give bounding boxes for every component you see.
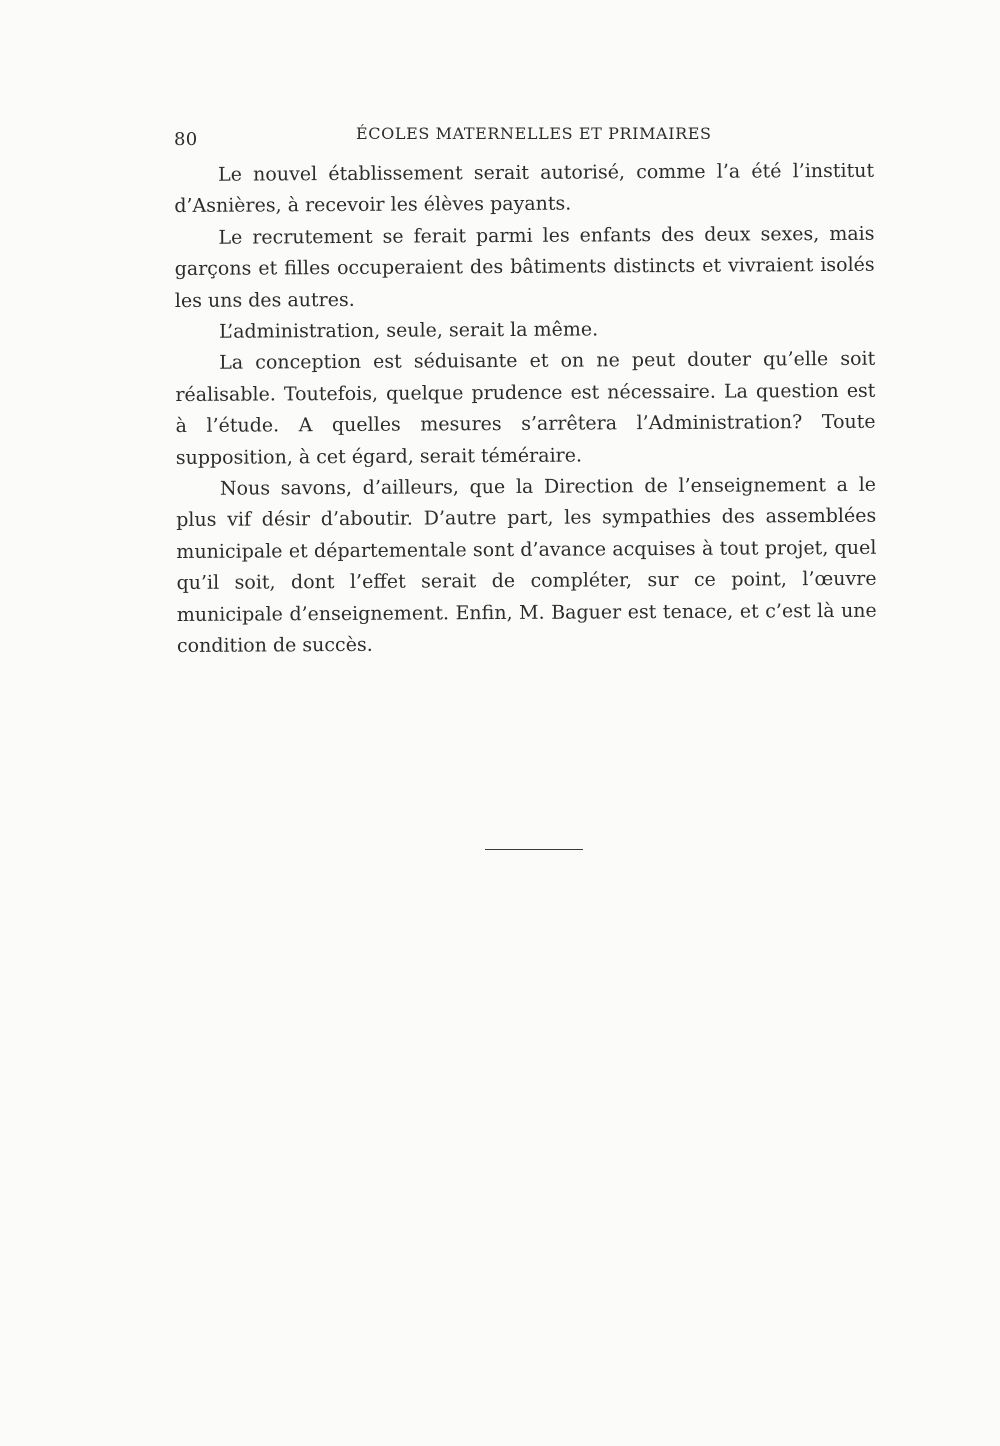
section-end-rule bbox=[485, 849, 583, 850]
running-header-title: ÉCOLES MATERNELLES ET PRIMAIRES bbox=[356, 124, 712, 143]
paragraph: Le recrutement se ferait parmi les enfants des deux sexes, mais garçons et filles occuperaient des bâtiments distincts et vivraient isolés les uns des autres. bbox=[174, 222, 875, 312]
paragraph: L’administration, seule, serait la même. bbox=[218, 318, 599, 343]
paragraph: Le nouvel établissement serait autorisé, comme l’a été l’institut d’Asnières, à recevoir les élèves payants. bbox=[174, 159, 875, 218]
page-number: 80 bbox=[174, 129, 198, 150]
paragraph: Nous savons, d’ailleurs, que la Direction de l’enseignement a le plus vif désir d’aboutir. D’autre part, les sympathies des assemblées municipale et départementale sont d’avance acquises à tout projet, quel qu’il soit, dont l’effet serait de compléter, sur ce point, l’œuvre municipale d’enseignement. Enfin, M. Baguer est tenace, et c’est là une condition de succès. bbox=[176, 473, 877, 658]
paragraph: La conception est séduisante et on ne peut douter qu’elle soit réalisable. Toutefois, quelque prudence est nécessaire. La question est à l’étude. A quelles mesures s’arrêtera l’Administration? Toute supposition, à cet égard, serait téméraire. bbox=[175, 348, 876, 469]
body-text bbox=[174, 156, 877, 663]
